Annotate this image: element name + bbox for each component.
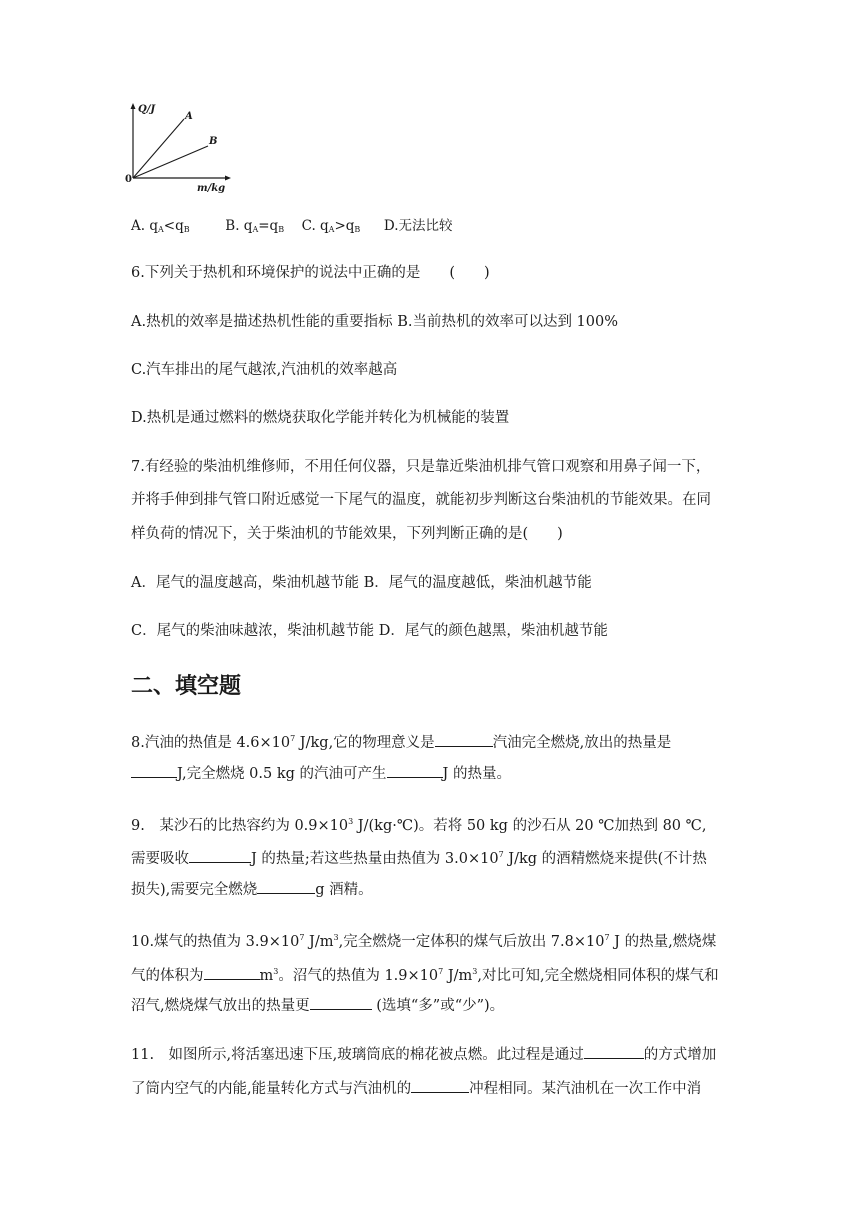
q6-stem: 6.下列关于热机和环境保护的说法中正确的是 ( ) (131, 265, 490, 281)
q8-blank-2[interactable] (131, 763, 177, 778)
q5-options (131, 216, 453, 240)
q9-line-2: 需要吸收 J 的热量;若这些热量由热值为 $3.0\times 10^7$ J/kg 的酒精燃烧来提供(不计热 (131, 850, 707, 867)
q11-blank-1[interactable] (584, 1044, 644, 1059)
q10-line-2: 气的体积为 $m^3$。沼气的热值为 $1.9\times 10^7$ $J/m^3$,对比可知,完全燃烧相同体积的煤气和 (131, 967, 719, 984)
q7-options-ab: A．尾气的温度越高，柴油机越节能 B．尾气的温度越低，柴油机越节能 (131, 575, 592, 591)
q10-blank-1[interactable] (204, 965, 260, 980)
q9-line-3: 损失),需要完全燃烧 g 酒精。 (131, 879, 373, 900)
q11-line-1: 11. 如图所示,将活塞迅速下压,玻璃筒底的棉花被点燃。此过程是通过 的方式增加 (131, 1044, 716, 1065)
q7-stem-line-1: 7.有经验的柴油机维修师，不用任何仪器，只是靠近柴油机排气管口观察和用鼻子闻一下， (131, 459, 711, 475)
x-axis-arrow (225, 176, 231, 181)
x-axis-label: m/kg (197, 183, 226, 194)
q6-options-ab: A.热机的效率是描述热机性能的重要指标 B.当前热机的效率可以达到 100% (131, 314, 619, 330)
q11-line-2: 了筒内空气的内能,能量转化方式与汽油机的 冲程相同。某汽油机在一次工作中消 (131, 1078, 701, 1099)
q8-line-1: 8.汽油的热值是 $4.6\times 10^7$ J/kg,它的物理意义是 汽油完全燃烧,放出的热量是 (131, 734, 672, 751)
q5-option-c: C. $q_A>q_B$ (301, 218, 361, 234)
q9-blank-2[interactable] (257, 879, 315, 894)
q8-blank-1[interactable] (435, 732, 493, 747)
q10-line-3: 沼气,燃烧煤气放出的热量更 (选填“多”或“少”)。 (131, 995, 504, 1016)
q7-options-cd: C．尾气的柴油味越浓，柴油机越节能 D．尾气的颜色越黑，柴油机越节能 (131, 623, 608, 639)
y-axis-arrow (131, 103, 136, 109)
q7-stem-line-3: 样负荷的情况下，关于柴油机的节能效果，下列判断正确的是( ) (131, 526, 563, 542)
line-b (133, 146, 208, 178)
origin-label: 0 (125, 174, 132, 185)
q9-blank-1[interactable] (189, 848, 251, 863)
q10-line-1: 10.煤气的热值为 $3.9\times 10^7$ $J/m^3$,完全燃烧一定体积的煤气后放出 $7.8\times 10^7$ J 的热量,燃烧煤 (131, 933, 717, 950)
q5-option-d: D.无法比较 (383, 218, 453, 234)
q6-option-c: C.汽车排出的尾气越浓,汽油机的效率越高 (131, 362, 398, 378)
q8-line-2: J,完全燃烧 0.5 kg 的汽油可产生 J 的热量。 (131, 763, 511, 784)
line-a (133, 119, 184, 178)
q7-stem-line-2: 并将手伸到排气管口附近感觉一下尾气的温度，就能初步判断这台柴油机的节能效果。在同 (131, 492, 711, 508)
q9-line-1: 9. 某沙石的比热容约为 $0.9\times 10^3$ J/(kg·℃)。若将 50 kg 的沙石从 20 ℃加热到 80 ℃, (131, 817, 707, 834)
q-m-graph (124, 102, 234, 197)
q5-option-b: B. $q_A=q_B$ (225, 218, 285, 234)
q10-blank-2[interactable] (310, 995, 372, 1010)
q5-option-a: A. $q_A<q_B$ (131, 218, 190, 234)
section-title: 二、填空题 (131, 674, 242, 699)
q6-option-d: D.热机是通过燃料的燃烧获取化学能并转化为机械能的装置 (131, 410, 510, 426)
line-a-label: A (185, 111, 193, 122)
line-b-label: B (209, 136, 218, 147)
q11-blank-2[interactable] (411, 1078, 469, 1093)
y-axis-label: Q/J (138, 104, 156, 115)
q8-blank-3[interactable] (387, 763, 443, 778)
